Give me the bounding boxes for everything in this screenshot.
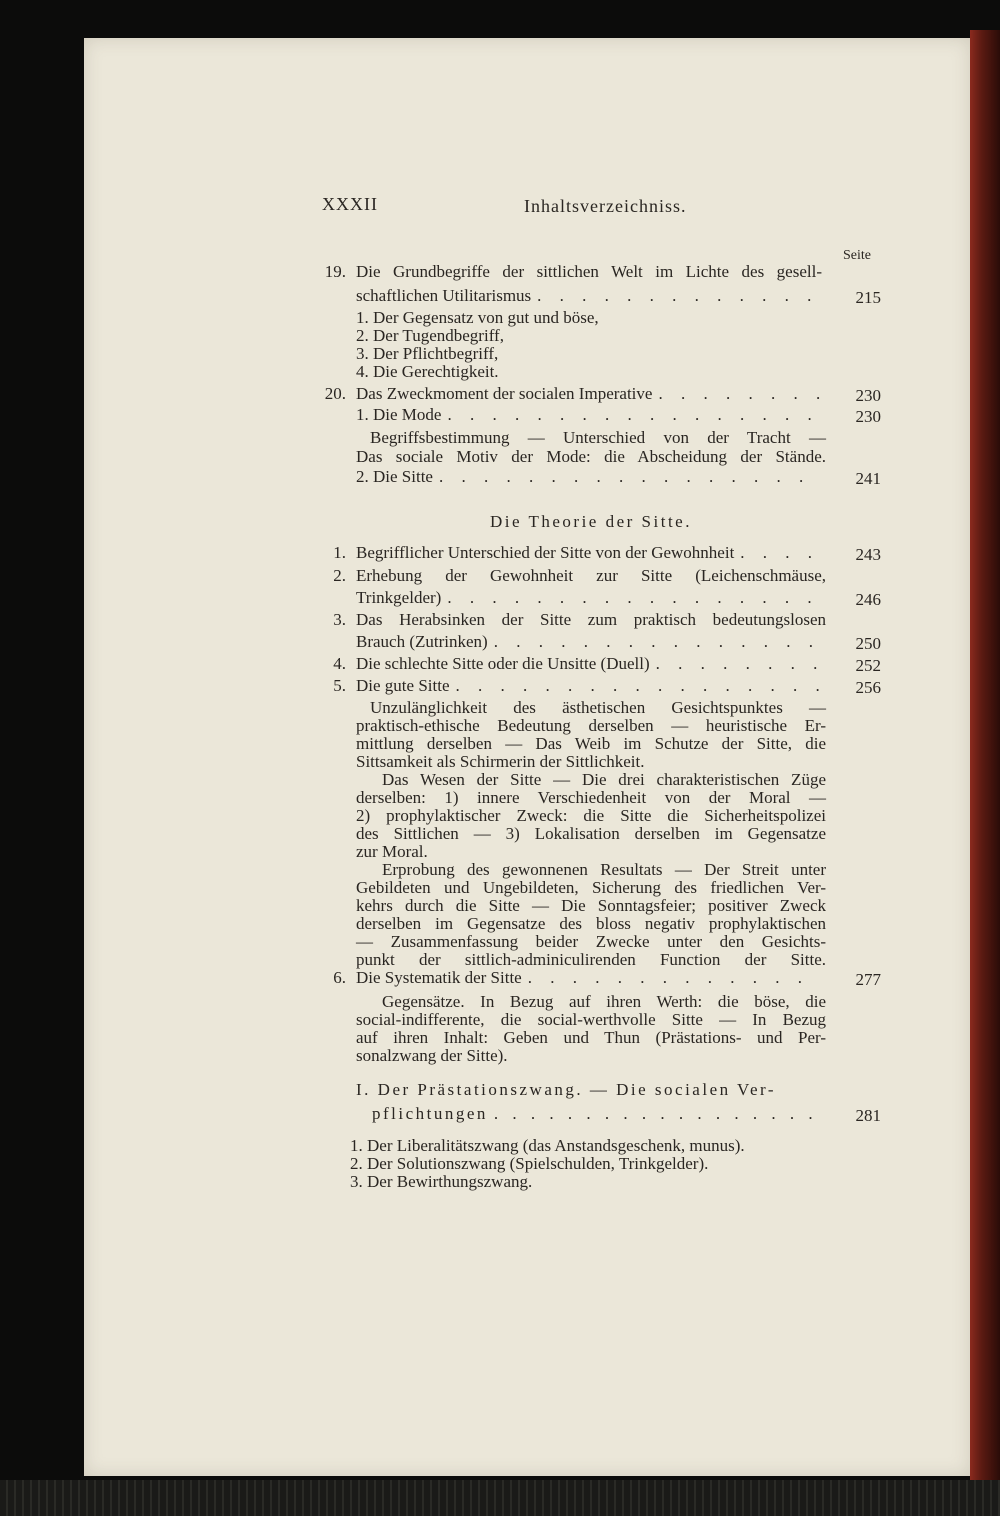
toc-page-number: 277	[855, 970, 881, 989]
description-line: kehrs durch die Sitte — Die Sonntagsfeier; positiver Zweck	[356, 896, 826, 915]
toc-page-number: 230	[855, 407, 881, 426]
sub-item: 1. Der Gegensatz von gut und böse,	[356, 308, 599, 327]
description-line: Gebildeten und Ungebildeten, Sicherung des friedlichen Ver-	[356, 878, 826, 897]
entry-number: 3.	[333, 610, 346, 629]
leader-dots	[528, 968, 820, 988]
entry-number: 6.	[333, 968, 346, 987]
toc-entry	[356, 405, 826, 425]
description-line: Unzulänglichkeit des ästhetischen Gesichtspunktes —	[370, 698, 826, 717]
description-line: derselben im Gegensatze des bloss negativ prophylaktischen	[356, 914, 826, 933]
entry-number: 5.	[333, 676, 346, 695]
toc-entry-title: 1. Die Mode	[356, 405, 442, 424]
leader-dots	[439, 467, 820, 487]
toc-entry	[356, 588, 826, 608]
description-line: des Sittlichen — 3) Lokalisation derselben im Gegensatze	[356, 824, 826, 843]
section-number: 20.	[324, 384, 346, 403]
section-title-line: Die Grundbegriffe der sittlichen Welt im Lichte des gesell-	[356, 262, 822, 281]
description-line: Das Wesen der Sitte — Die drei charakteristischen Züge	[382, 770, 826, 789]
sub-item: 4. Die Gerechtigkeit.	[356, 362, 499, 381]
leader-dots	[740, 543, 820, 563]
section-number: 19.	[324, 262, 346, 281]
toc-entry-title: schaftlichen Utilitarismus	[356, 286, 532, 305]
toc-entry-title: Die Systematik der Sitte	[356, 968, 522, 987]
toc-entry	[356, 286, 826, 306]
entry-number: 2.	[333, 566, 346, 585]
book-cover-edge	[970, 30, 1000, 1480]
toc-entry-title: 2. Die Sitte	[356, 467, 433, 486]
description-line: zur Moral.	[356, 842, 428, 861]
leader-dots	[447, 588, 820, 608]
toc-entry	[356, 654, 826, 674]
seite-label: Seite	[843, 248, 871, 263]
description-line: punkt der sittlich-adminiculirenden Function der Sitte.	[356, 950, 826, 969]
scanner-background	[0, 1480, 1000, 1516]
description-line: Begriffsbestimmung — Unterschied von der Tracht —	[370, 428, 826, 447]
toc-entry	[356, 543, 826, 563]
sub-item: 2. Der Solutionszwang (Spielschulden, Trinkgelder).	[350, 1154, 709, 1173]
toc-entry	[356, 384, 826, 404]
toc-page-number: 281	[855, 1106, 881, 1125]
toc-page-number: 250	[855, 634, 881, 653]
toc-entry-title: Brauch (Zutrinken)	[356, 632, 488, 651]
toc-entry-title: Trinkgelder)	[356, 588, 442, 607]
toc-entry-title: Begrifflicher Unterschied der Sitte von der Gewohnheit	[356, 543, 735, 562]
leader-dots	[656, 654, 820, 674]
section-heading: Die Theorie der Sitte.	[490, 512, 692, 531]
toc-entry	[372, 1104, 826, 1124]
description-line: — Zusammenfassung beider Zwecke unter den Gesichts-	[356, 932, 826, 951]
sub-item: 1. Der Liberalitätszwang (das Anstandsgeschenk, munus).	[350, 1136, 745, 1155]
sub-item: 2. Der Tugendbegriff,	[356, 326, 504, 345]
entry-number: 4.	[333, 654, 346, 673]
page-number: XXXII	[322, 194, 378, 214]
toc-entry-title: Das Zweckmoment der socialen Imperative	[356, 384, 653, 403]
description-line: derselben: 1) innere Verschiedenheit von der Moral —	[356, 788, 826, 807]
entry-title-line: Das Herabsinken der Sitte zum praktisch bedeutungslosen	[356, 610, 826, 629]
toc-entry	[356, 968, 826, 988]
sub-item: 3. Der Pflichtbegriff,	[356, 344, 499, 363]
leader-dots	[447, 405, 820, 425]
description-line: sonalzwang der Sitte).	[356, 1046, 508, 1065]
description-line: 2) prophylaktischer Zweck: die Sitte die Sicherheitspolizei	[356, 806, 826, 825]
toc-page-number: 215	[855, 288, 881, 307]
toc-entry-title: pflichtungen	[372, 1104, 488, 1123]
description-line: Gegensätze. In Bezug auf ihren Werth: die böse, die	[382, 992, 826, 1011]
description-line: Sittsamkeit als Schirmerin der Sittlichkeit.	[356, 752, 645, 771]
entry-title-line: Erhebung der Gewohnheit zur Sitte (Leichenschmäuse,	[356, 566, 826, 585]
entry-number: 1.	[333, 543, 346, 562]
leader-dots	[658, 384, 820, 404]
toc-entry	[356, 676, 826, 696]
description-line: mittlung derselben — Das Weib im Schutze der Sitte, die	[356, 734, 826, 753]
toc-page-number: 246	[855, 590, 881, 609]
toc-entry	[356, 632, 826, 652]
toc-page-number: 256	[855, 678, 881, 697]
leader-dots	[537, 286, 820, 306]
chapter-title-line: I. Der Prästationszwang. — Die socialen Ver-	[356, 1080, 776, 1099]
description-line: Erprobung des gewonnenen Resultats — Der Streit unter	[382, 860, 826, 879]
toc-page-number: 230	[855, 386, 881, 405]
toc-page-number: 252	[855, 656, 881, 675]
description-line: praktisch-ethische Bedeutung derselben — heuristische Er-	[356, 716, 826, 735]
sub-item: 3. Der Bewirthungszwang.	[350, 1172, 533, 1191]
toc-page-number: 243	[855, 545, 881, 564]
running-title: Inhaltsverzeichniss.	[524, 196, 687, 216]
leader-dots	[455, 676, 820, 696]
description-line: social-indifferente, die social-werthvolle Sitte — In Bezug	[356, 1010, 826, 1029]
toc-entry	[356, 467, 826, 487]
toc-page-number: 241	[855, 469, 881, 488]
description-line: auf ihren Inhalt: Geben und Thun (Prästations- und Per-	[356, 1028, 826, 1047]
toc-entry-title: Die gute Sitte	[356, 676, 450, 695]
leader-dots	[494, 632, 820, 652]
toc-entry-title: Die schlechte Sitte oder die Unsitte (Duell)	[356, 654, 650, 673]
leader-dots	[494, 1104, 820, 1124]
description-line: Das sociale Motiv der Mode: die Abscheidung der Stände.	[356, 447, 826, 466]
